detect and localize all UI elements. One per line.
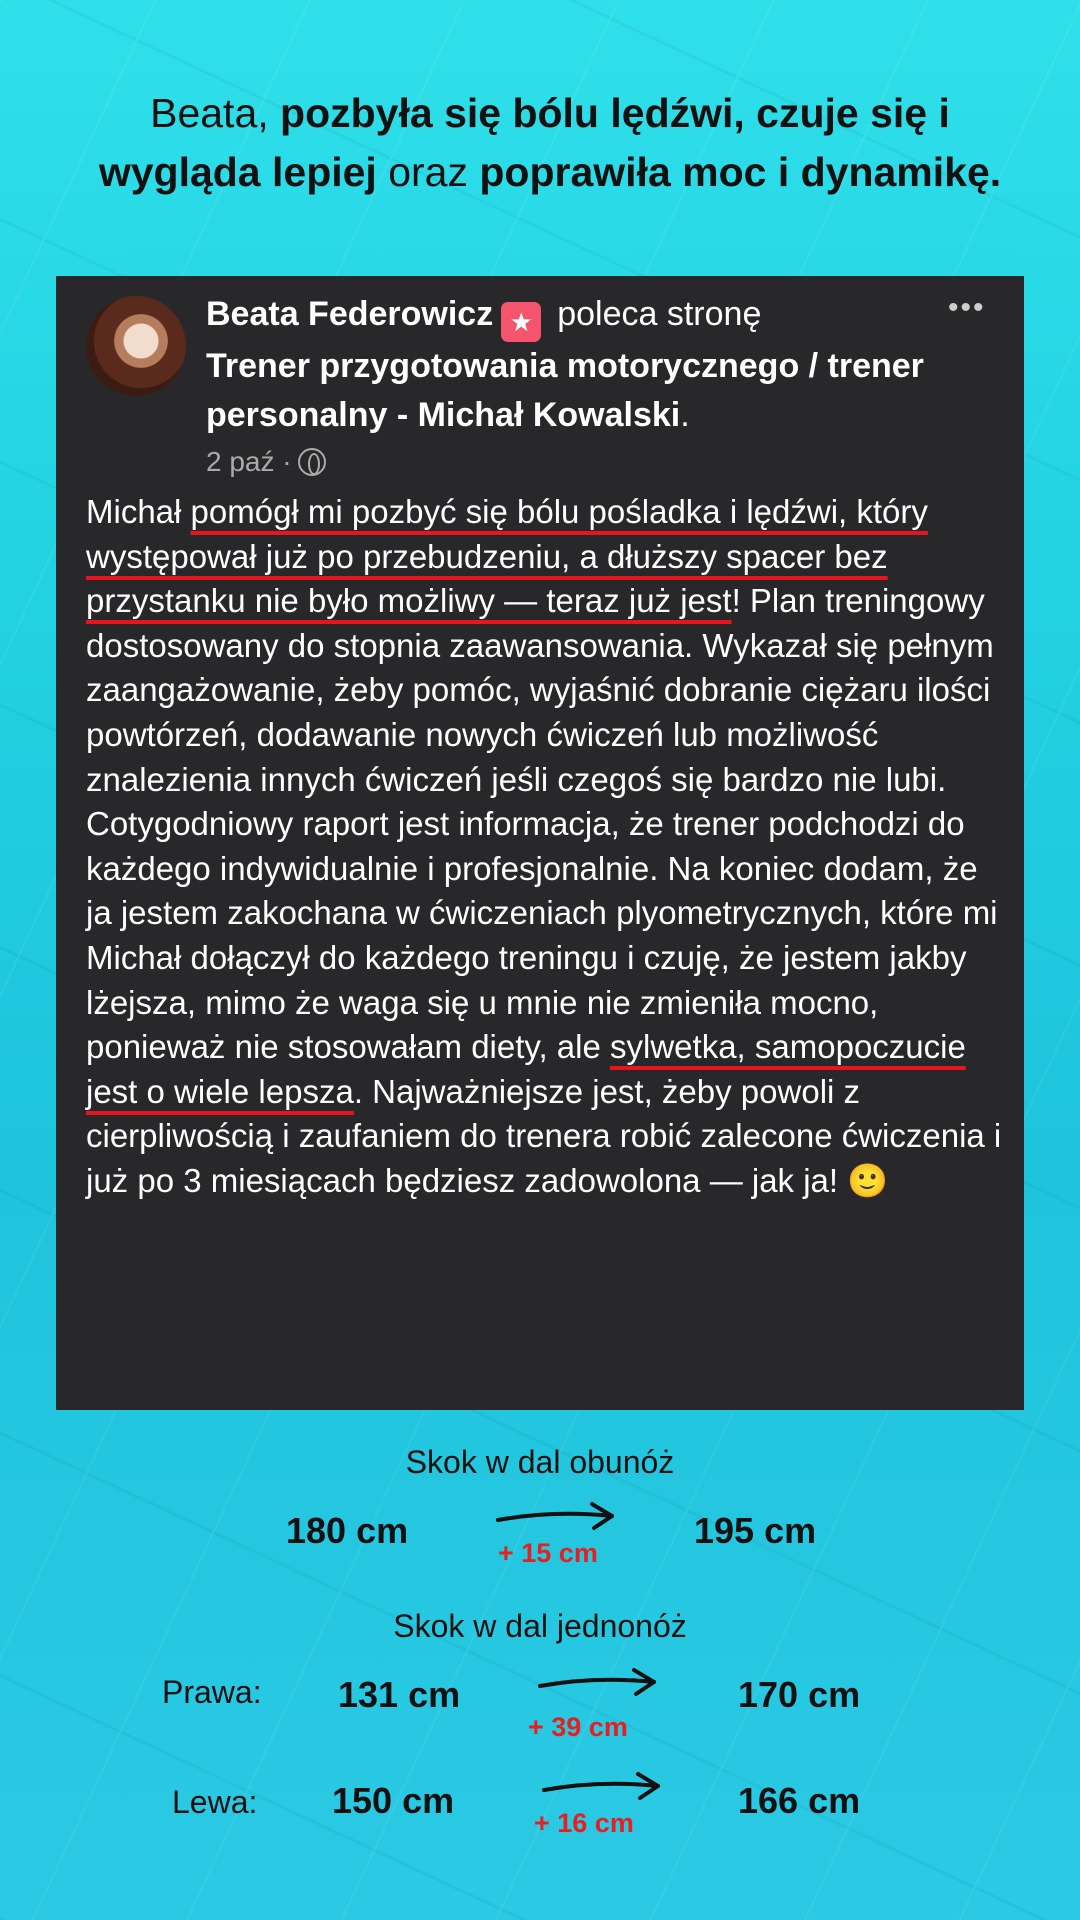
- more-options-icon[interactable]: •••: [948, 291, 986, 324]
- one-leg-jump-title: Skok w dal jednonóż: [393, 1608, 687, 1644]
- post-meta: [206, 442, 946, 482]
- left-leg-diff: + 16 cm: [534, 1808, 634, 1838]
- two-leg-before: 180 cm: [286, 1510, 409, 1551]
- post-text-part-1: Michał: [86, 493, 191, 530]
- two-leg-diff: + 15 cm: [498, 1538, 598, 1568]
- right-leg-label: Prawa:: [162, 1674, 262, 1710]
- right-leg-after: 170 cm: [738, 1674, 861, 1715]
- right-leg-before: 131 cm: [338, 1674, 461, 1715]
- headline-connector: oraz: [376, 149, 480, 195]
- post-date[interactable]: 2 paź: [206, 446, 275, 477]
- avatar[interactable]: [86, 296, 186, 396]
- left-leg-label: Lewa:: [172, 1784, 258, 1820]
- post-text-part-2: ! Plan treningowy dostosowany do stopnia zaawansowania. Wykazał się pełnym zaangażowanie, żeby pomóc, wyjaśnić dobranie ciężaru ilości powtórzeń, dodawanie nowych ćwiczeń lub możliwość znalezienia innych ćwiczeń jeśli czegoś się bardzo nie lubi. Cotygodniowy raport jest informacja, że trener podchodzi do każdego indywidualnie i profesjonalnie. Na koniec dodam, że ja jestem zakochana w ćwiczeniach plyometrycznych, które mi Michał dołączył do każdego treningu i czuję, że jestem jakby lżejsza, mimo że waga się u mnie nie zmieniła mocno, ponieważ nie stosowałam diety, ale: [86, 582, 998, 1066]
- page-name-suffix: .: [680, 396, 690, 434]
- headline-name: Beata,: [150, 90, 281, 136]
- post-text: [86, 490, 1006, 1204]
- post-text-part-3: . Najważniejsze jest, żeby powoli z cierpliwością i zaufaniem do trenera robić zalecone ćwiczenia i już po 3 miesiącach będziesz zadowolona — jak ja!: [86, 1072, 1002, 1199]
- headline-result-2: poprawiła moc i dynamikę.: [479, 149, 1002, 195]
- headline: [90, 84, 1010, 202]
- two-leg-after: 195 cm: [694, 1510, 817, 1551]
- page-name-link[interactable]: Trener przygotowania motorycznego / trener personalny - Michał Kowalski: [206, 347, 924, 434]
- two-leg-jump-title: Skok w dal obunóż: [405, 1444, 675, 1480]
- post-text-highlight-1: pomógł mi pozbyć się bólu pośladka i lędźwi, który występował już po przebudzeniu, a dłuższy spacer bez przystanku nie było możliwy — teraz już jest: [86, 493, 928, 620]
- right-leg-diff: + 39 cm: [528, 1712, 628, 1742]
- left-leg-after: 166 cm: [738, 1780, 861, 1821]
- facebook-recommendation-card: [56, 276, 1024, 1410]
- author-name[interactable]: Beata Federowicz: [206, 295, 494, 333]
- meta-separator: ·: [282, 446, 292, 477]
- arrow-right-icon: [494, 1500, 618, 1534]
- recommends-text: poleca stronę: [557, 295, 762, 333]
- recommendation-star-icon: ★: [501, 302, 541, 342]
- arrow-right-icon: [536, 1666, 660, 1700]
- arrow-right-icon: [540, 1770, 664, 1804]
- globe-icon: [298, 448, 326, 476]
- post-header: [206, 290, 946, 482]
- left-leg-before: 150 cm: [332, 1780, 455, 1821]
- headline-result-1: pozbyła się bólu lędźwi, czuje się i wygląda lepiej: [98, 90, 950, 195]
- smiley-emoji: 🙂: [847, 1161, 889, 1199]
- post-text-highlight-2: sylwetka, samopoczucie jest o wiele lepsza: [86, 1028, 966, 1110]
